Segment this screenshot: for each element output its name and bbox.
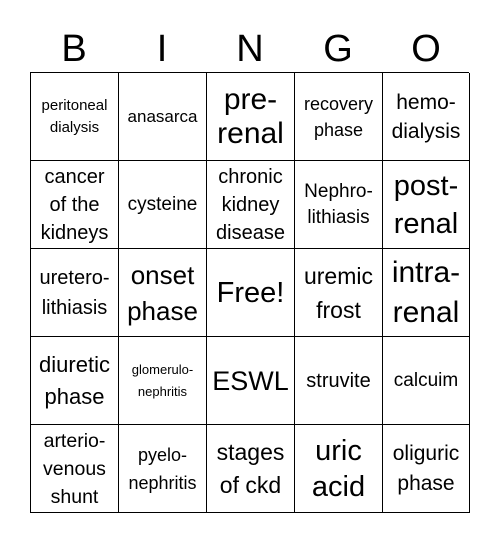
cell-text: pre- renal [217, 82, 284, 150]
bingo-cell[interactable] [119, 337, 207, 425]
bingo-cell[interactable] [295, 337, 383, 425]
cell-text: struvite [306, 369, 371, 392]
bingo-cell[interactable] [207, 161, 295, 249]
header-letter-n: N [236, 28, 264, 70]
cell-text: hemo- dialysis [391, 90, 461, 143]
cell-text: intra- renal [391, 255, 461, 329]
cell-text: cancer of the kidneys [40, 165, 109, 244]
bingo-header [30, 0, 470, 72]
bingo-cell[interactable] [207, 73, 295, 161]
bingo-cell[interactable] [119, 425, 207, 513]
bingo-cell[interactable] [295, 161, 383, 249]
cell-text: stages of ckd [216, 438, 285, 498]
cell-text: peritoneal dialysis [41, 96, 108, 136]
cell-text: arterio- venous shunt [43, 429, 106, 508]
bingo-cell[interactable] [295, 425, 383, 513]
cell-text: calcuim [393, 369, 459, 391]
cell-text: glomerulo- nephritis [131, 361, 194, 399]
bingo-cell[interactable] [207, 337, 295, 425]
header-letter-i: I [156, 28, 168, 70]
cell-text: oliguric phase [392, 441, 460, 495]
cell-text: uretero- lithiasis [39, 266, 110, 319]
cell-text: cysteine [127, 193, 198, 215]
bingo-cell[interactable] [383, 337, 470, 425]
bingo-cell[interactable] [31, 337, 119, 425]
bingo-cell[interactable] [119, 161, 207, 249]
bingo-cell[interactable] [31, 425, 119, 513]
bingo-cell[interactable] [119, 73, 207, 161]
bingo-cell[interactable] [119, 249, 207, 337]
cell-text: onset phase [127, 259, 198, 326]
header-letter-o: O [411, 28, 441, 70]
header-letter-b: B [61, 28, 87, 70]
header-letter-g: G [323, 28, 353, 70]
cell-text: uric acid [311, 434, 366, 503]
cell-text: chronic kidney disease [216, 165, 285, 244]
bingo-cell[interactable] [31, 73, 119, 161]
cell-text: uremic frost [303, 262, 373, 323]
bingo-cell[interactable] [295, 73, 383, 161]
bingo-cell[interactable] [207, 425, 295, 513]
bingo-cell[interactable] [383, 161, 470, 249]
cell-text: diuretic phase [39, 351, 110, 409]
cell-text: Nephro- lithiasis [304, 180, 373, 228]
bingo-cell[interactable] [31, 161, 119, 249]
cell-text: Free! [216, 276, 285, 309]
cell-text: recovery phase [303, 93, 374, 140]
cell-text: post- renal [393, 169, 459, 240]
bingo-cell[interactable] [295, 249, 383, 337]
cell-text: pyelo- nephritis [128, 444, 197, 493]
bingo-card-grid [30, 72, 469, 513]
bingo-cell[interactable] [383, 249, 470, 337]
bingo-cell[interactable] [383, 425, 470, 513]
bingo-cell[interactable] [207, 249, 295, 337]
bingo-cell[interactable] [383, 73, 470, 161]
cell-text: ESWL [212, 365, 289, 396]
cell-text: anasarca [127, 106, 198, 126]
bingo-cell[interactable] [31, 249, 119, 337]
